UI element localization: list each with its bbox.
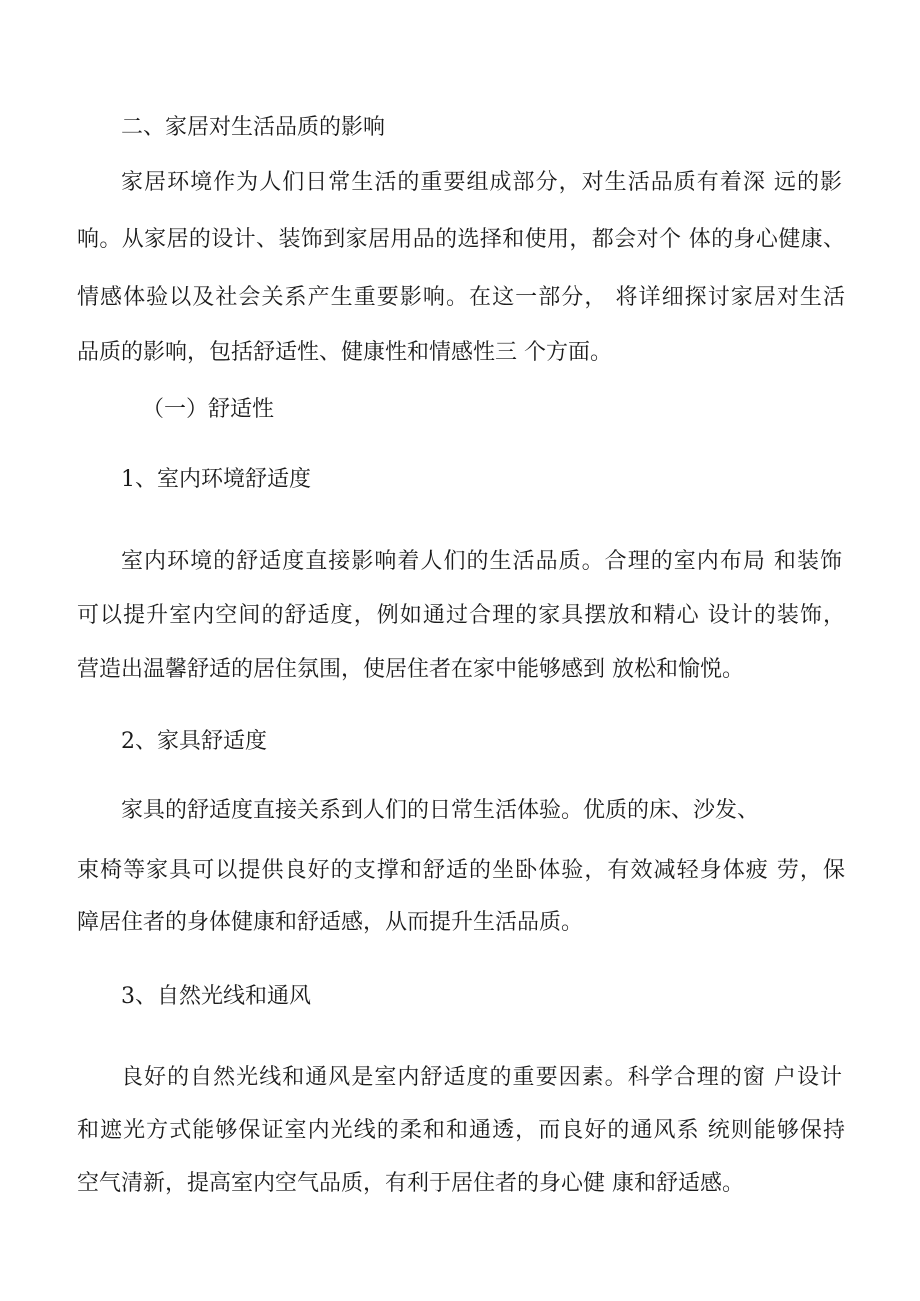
item-1-line-3: 营造出温馨舒适的居住氛围，使居住者在家中能够感到 放松和愉悦。 xyxy=(77,657,744,682)
item-1-line-1: 室内环境的舒适度直接影响着人们的生活品质。合理的室内布局 和装饰 xyxy=(121,549,842,574)
item-3-line-1: 良好的自然光线和通风是室内舒适度的重要因素。科学合理的窗 户设计 xyxy=(121,1065,842,1090)
intro-line-4: 品质的影响，包括舒适性、健康性和情感性三 个方面。 xyxy=(77,340,612,365)
item-2-line-1: 家具的舒适度直接关系到人们的日常生活体验。优质的床、沙发、 xyxy=(121,798,760,823)
item-1-heading: 1、室内环境舒适度 xyxy=(121,467,311,492)
item-2-heading: 2、家具舒适度 xyxy=(121,729,267,754)
item-2-line-2: 束椅等家具可以提供良好的支撑和舒适的坐卧体验，有效减轻身体疲 劳，保 xyxy=(77,858,845,883)
item-1-line-2: 可以提升室内空间的舒适度，例如通过合理的家具摆放和精心 设计的装饰， xyxy=(77,603,845,628)
item-3-heading: 3、自然光线和通风 xyxy=(121,984,311,1009)
intro-line-1: 家居环境作为人们日常生活的重要组成部分，对生活品质有着深 远的影 xyxy=(121,170,842,195)
intro-line-3: 情感体验以及社会关系产生重要影响。在这一部分， 将详细探讨家居对生活 xyxy=(77,285,845,310)
intro-line-2: 响。从家居的设计、装饰到家居用品的选择和使用，都会对个 体的身心健康、 xyxy=(77,227,845,252)
item-3-line-2: 和遮光方式能够保证室内光线的柔和和通透，而良好的通风系 统则能够保持 xyxy=(77,1118,845,1143)
item-2-line-3: 障居住者的身体健康和舒适感，从而提升生活品质。 xyxy=(77,910,584,935)
section-title: 二、家居对生活品质的影响 xyxy=(121,115,386,140)
subsection-title: （一）舒适性 xyxy=(142,397,275,422)
item-3-line-3: 空气清新，提高室内空气品质，有利于居住者的身心健 康和舒适感。 xyxy=(77,1171,744,1196)
